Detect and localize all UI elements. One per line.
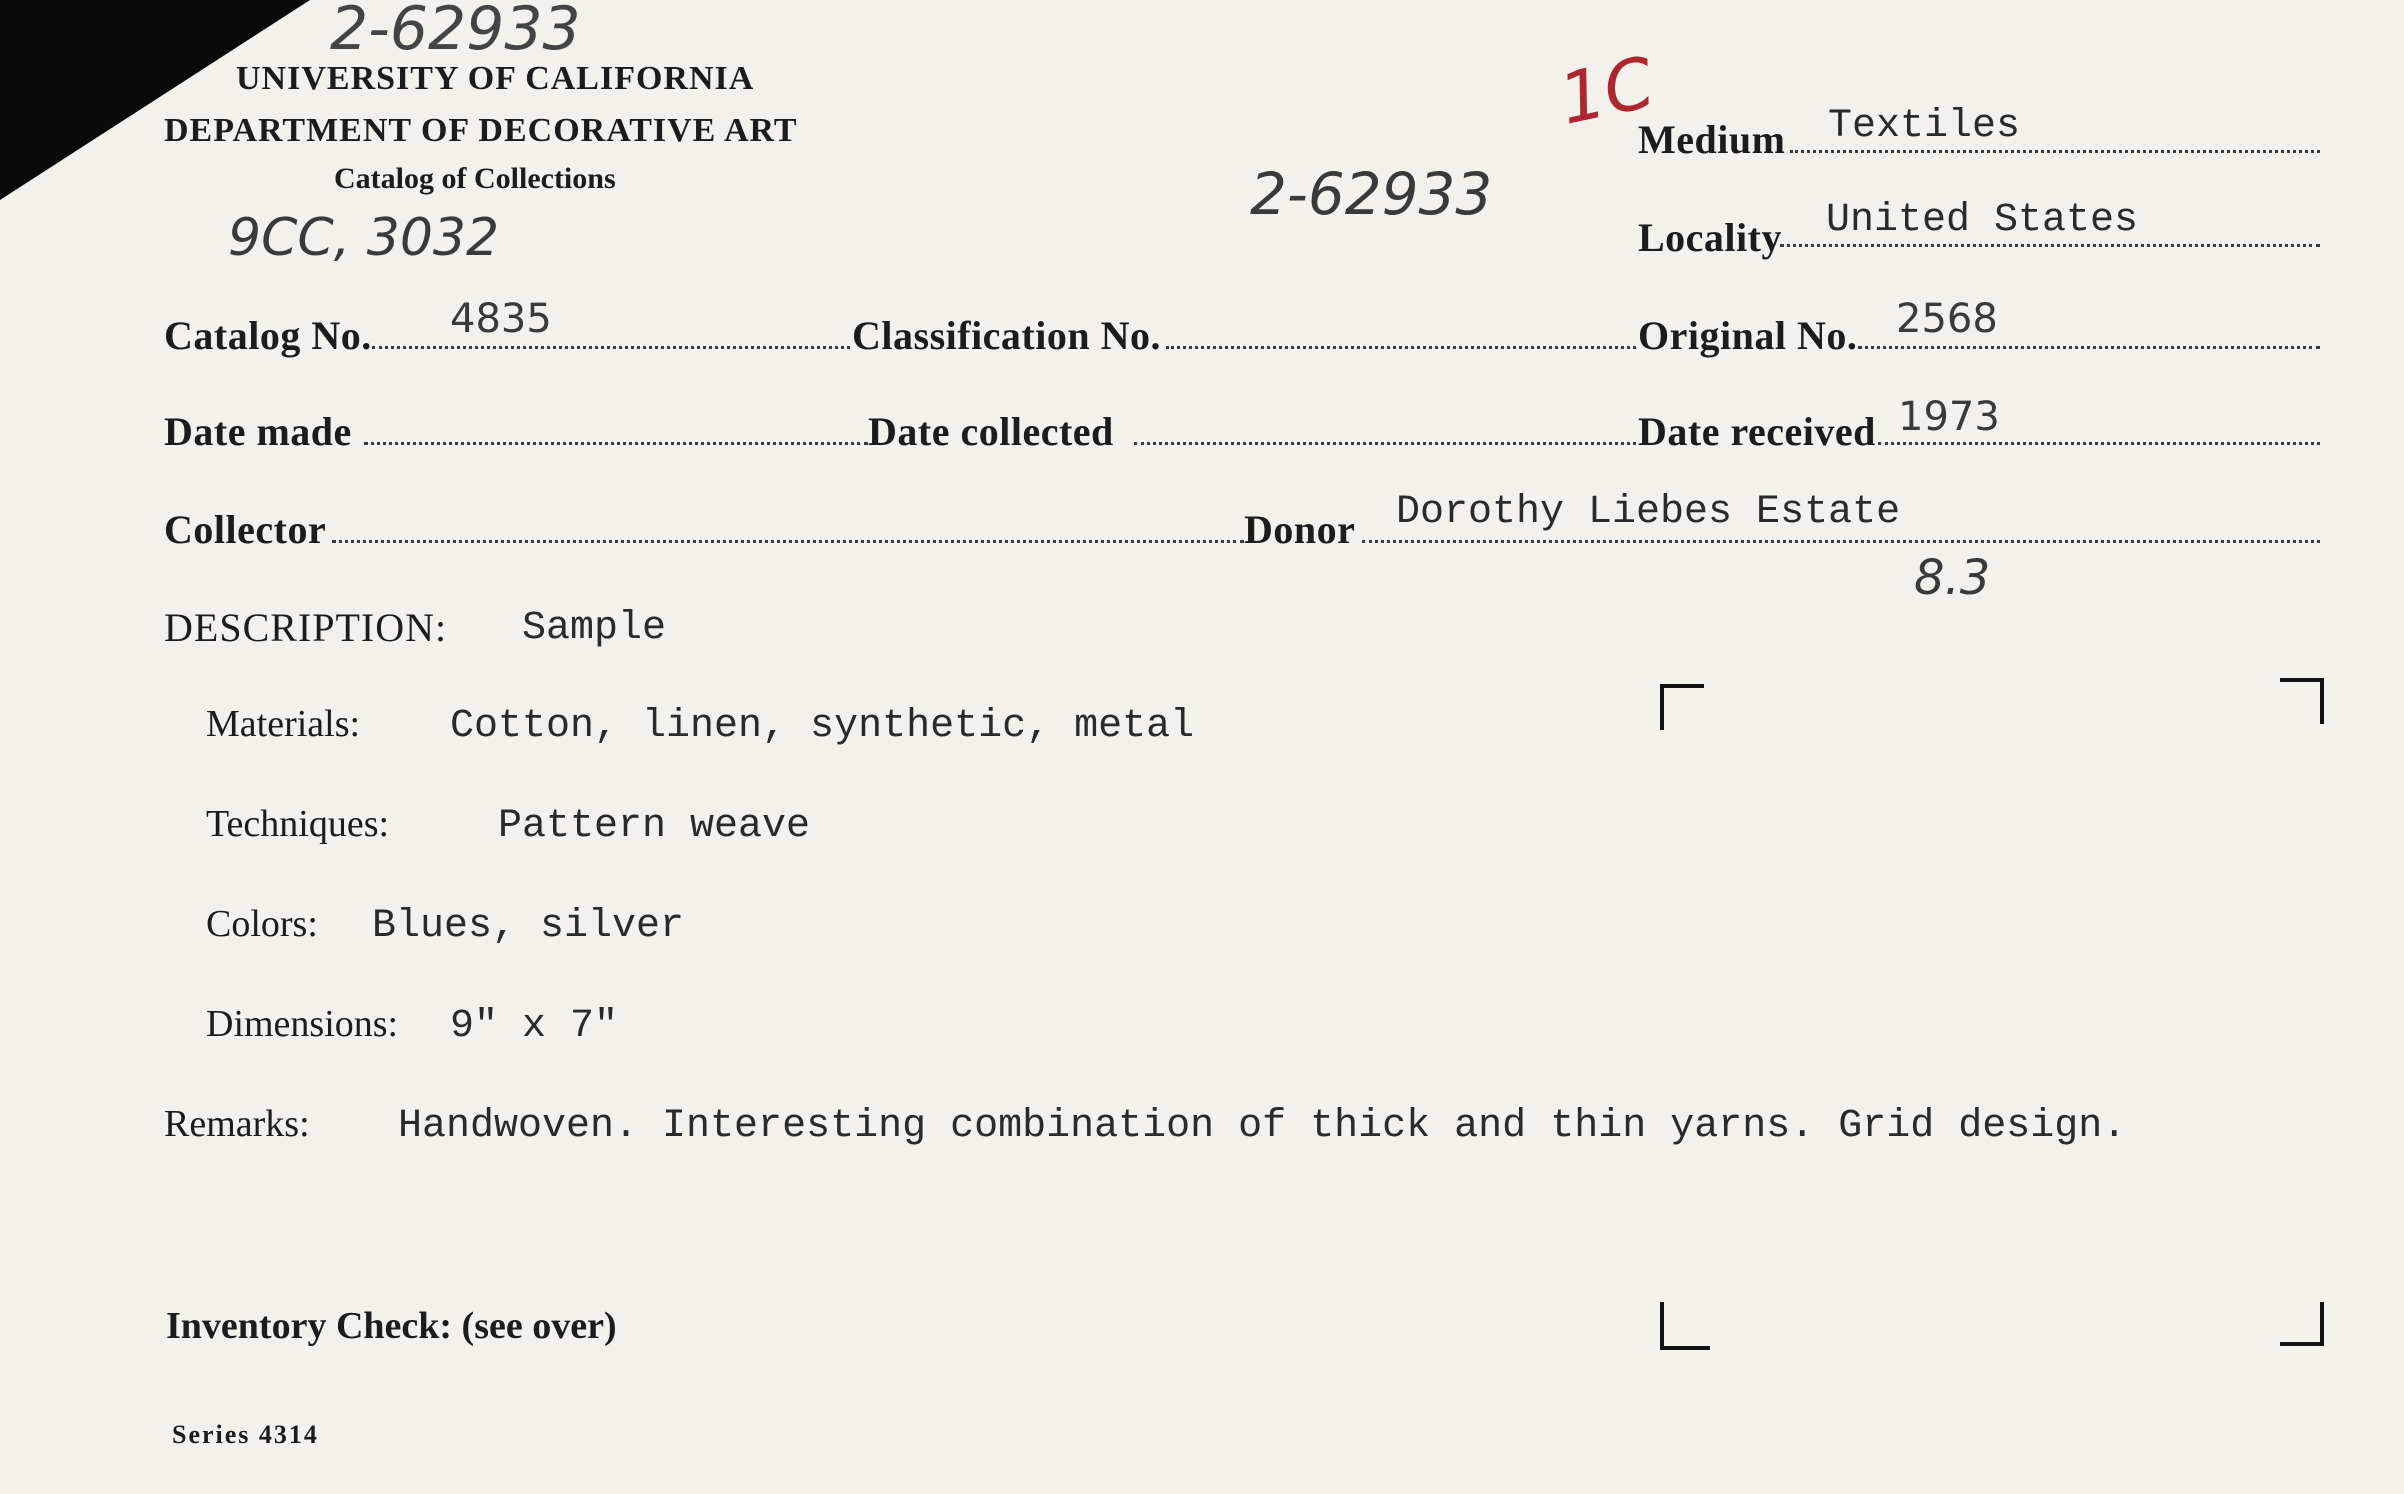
dimensions-label: Dimensions: [206,1003,399,1045]
date-received-line [1878,442,2320,445]
remarks-label: Remarks: [164,1103,310,1145]
department-name: DEPARTMENT OF DECORATIVE ART [164,112,798,149]
bracket-bottom-left [1660,1302,1710,1350]
card-corner-edge [0,0,12,200]
description-value: Sample [522,606,667,651]
description-label: DESCRIPTION: [164,605,448,650]
donor-line [1362,540,2320,543]
date-received-value: 1973 [1898,394,2000,440]
colors-value: Blues, silver [372,904,685,949]
dimensions-value: 9" x 7" [450,1004,619,1049]
collector-line [332,540,1244,543]
catalog-no-value: 4835 [450,296,552,342]
catalog-title: Catalog of Collections [334,162,616,195]
inventory-check: Inventory Check: (see over) [166,1305,617,1347]
bracket-top-right [2280,678,2324,724]
accession-number-top: 2-62933 [330,0,581,64]
donor-value: Dorothy Liebes Estate [1396,490,1901,535]
bracket-bottom-right [2280,1302,2324,1346]
techniques-label: Techniques: [206,803,390,845]
date-collected-label: Date collected [868,409,1114,454]
handwritten-reference: 9CC, 3032 [228,208,500,268]
donor-note: 8.3 [1914,550,1991,606]
medium-value: Textiles [1828,104,2021,149]
university-name: UNIVERSITY OF CALIFORNIA [236,60,755,97]
date-collected-line [1134,442,1636,445]
bracket-top-left [1660,684,1704,730]
medium-line [1790,150,2320,153]
remarks-value: Handwoven. Interesting combination of thick and thin yarns. Grid design. [398,1104,2127,1149]
catalog-no-line [372,346,850,349]
locality-value: United States [1826,198,2139,243]
classification-no-label: Classification No. [852,313,1161,358]
original-no-value: 2568 [1896,296,1998,342]
locality-label: Locality [1638,215,1782,260]
series-number: Series 4314 [172,1420,319,1449]
donor-label: Donor [1244,507,1356,552]
accession-number-mid: 2-62933 [1250,160,1493,228]
red-mark: 1C [1552,41,1661,141]
date-received-label: Date received [1638,409,1876,454]
classification-no-line [1166,346,1636,349]
original-no-label: Original No. [1638,313,1858,358]
techniques-value: Pattern weave [498,804,811,849]
medium-label: Medium [1638,117,1786,162]
date-made-label: Date made [164,409,352,454]
catalog-no-label: Catalog No. [164,313,372,358]
date-made-line [364,442,868,445]
original-no-line [1858,346,2320,349]
materials-value: Cotton, linen, synthetic, metal [450,704,1195,749]
collector-label: Collector [164,507,327,552]
card-corner-cut [0,0,310,200]
locality-line [1780,244,2320,247]
colors-label: Colors: [206,903,318,945]
materials-label: Materials: [206,703,361,745]
